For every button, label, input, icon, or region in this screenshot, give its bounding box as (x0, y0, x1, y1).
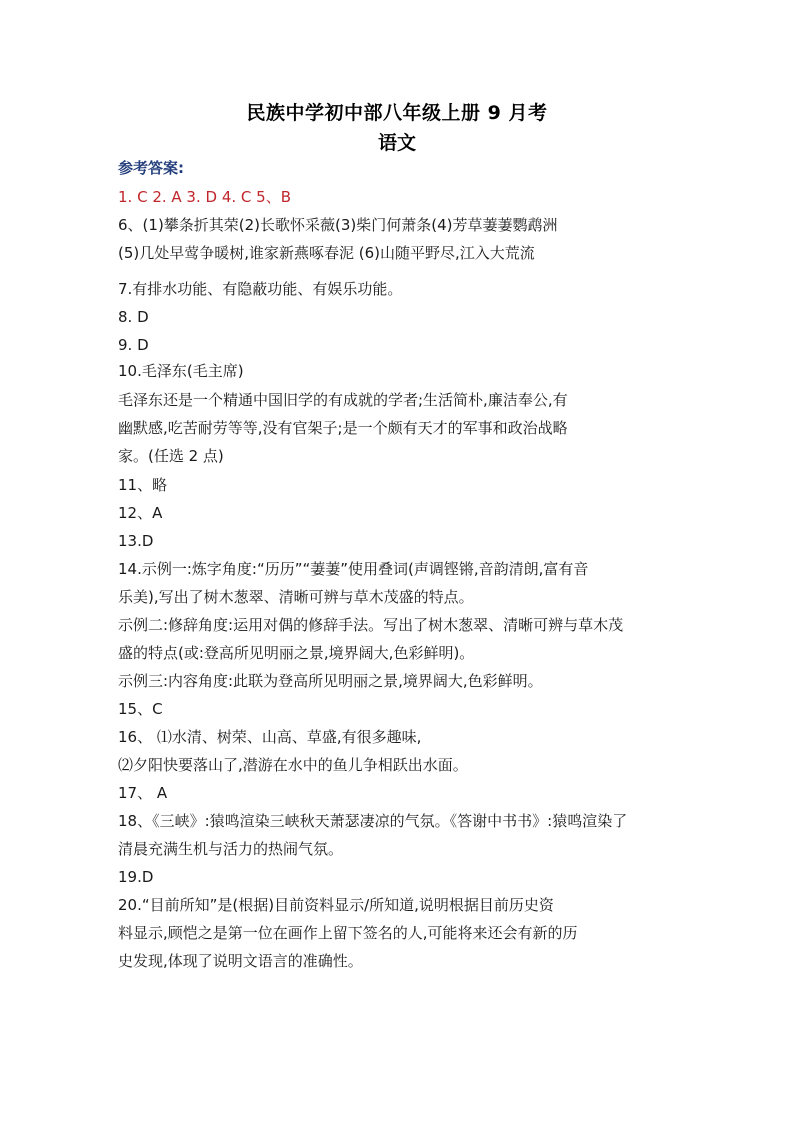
answer-line-14c: 示例二:修辞角度:运用对偶的修辞手法。写出了树木葱翠、清晰可辨与草木茂 (118, 616, 624, 634)
answer-line-12: 12、A (118, 504, 163, 522)
answer-heading: 参考答案: (118, 159, 184, 177)
answer-line-18b: 清晨充满生机与活力的热闹气氛。 (118, 840, 344, 858)
answer-line-18a: 18、《三峡》:猿鸣渲染三峡秋天萧瑟凄凉的气氛。《答谢中书书》:猿鸣渲染了 (118, 812, 628, 830)
answer-line-10-detail-c: 家。(任选 2 点) (118, 447, 224, 465)
answer-line-6a: 6、(1)攀条折其荣(2)长歌怀采薇(3)柴门何萧条(4)芳草萋萋鹦鹉洲 (118, 216, 558, 234)
answer-line-8: 8. D (118, 308, 149, 326)
answer-line-9: 9. D (118, 336, 149, 354)
answer-line-14a: 14.示例一:炼字角度:“历历”“萋萋”使用叠词(声调铿锵,音韵清朗,富有音 (118, 560, 589, 578)
answer-line-14d: 盛的特点(或:登高所见明丽之景,境界阔大,色彩鲜明)。 (118, 644, 475, 662)
answer-line-14b: 乐美),写出了树木葱翠、清晰可辨与草木茂盛的特点。 (118, 588, 474, 606)
answer-line-13: 13.D (118, 532, 154, 550)
answer-line-10-detail-a: 毛泽东还是一个精通中国旧学的有成就的学者;生活简朴,廉洁奉公,有 (118, 391, 568, 409)
exam-title: 民族中学初中部八年级上册 9 月考 (246, 102, 548, 124)
answer-line-14e: 示例三:内容角度:此联为登高所见明丽之景,境界阔大,色彩鲜明。 (118, 672, 543, 690)
answer-line-16a: 16、 ⑴水清、树荣、山高、草盛,有很多趣味, (118, 728, 422, 746)
answer-line-1-5: 1. C 2. A 3. D 4. C 5、B (118, 188, 291, 206)
subject-title: 语文 (377, 132, 416, 154)
answer-line-20b: 料显示,顾恺之是第一位在画作上留下签名的人,可能将来还会有新的历 (118, 924, 578, 942)
answer-line-16b: ⑵夕阳快要落山了,潜游在水中的鱼儿争相跃出水面。 (118, 756, 468, 774)
answer-line-20c: 史发现,体现了说明文语言的准确性。 (118, 952, 363, 970)
answer-line-20a: 20.“目前所知”是(根据)目前资料显示/所知道,说明根据目前历史资 (118, 896, 554, 914)
answer-line-7: 7.有排水功能、有隐蔽功能、有娱乐功能。 (118, 280, 403, 298)
answer-line-6b: (5)几处早莺争暖树,谁家新燕啄春泥 (6)山随平野尽,江入大荒流 (118, 244, 535, 262)
answer-line-17: 17、 A (118, 784, 168, 802)
answer-line-10-detail-b: 幽默感,吃苦耐劳等等,没有官架子;是一个颇有天才的军事和政治战略 (118, 419, 568, 437)
answer-line-11: 11、略 (118, 476, 168, 494)
answer-line-15: 15、C (118, 700, 163, 718)
answer-line-10: 10.毛泽东(毛主席) (118, 362, 244, 380)
answer-line-19: 19.D (118, 868, 154, 886)
